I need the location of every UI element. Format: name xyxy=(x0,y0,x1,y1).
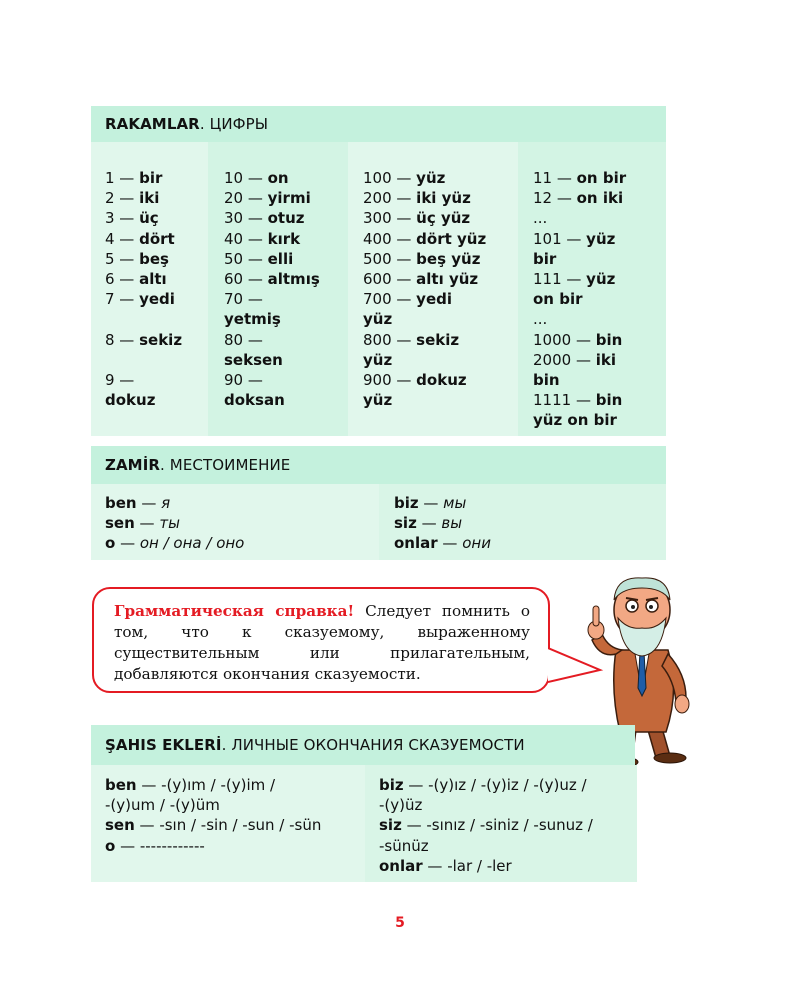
number-word: bir xyxy=(533,249,557,268)
page-number: 5 xyxy=(395,915,405,931)
number-word: yüz on bir xyxy=(533,411,617,430)
pronoun-turkish: biz xyxy=(394,494,419,512)
suffix-endings: -sünüz xyxy=(379,836,429,855)
numbers-heading-bold: RAKAMLAR xyxy=(105,115,200,133)
number-entry xyxy=(363,350,486,370)
suffix-endings: — -lar / -ler xyxy=(422,856,512,875)
number-word: yedi xyxy=(139,290,175,309)
suffix-person: onlar xyxy=(379,856,423,875)
number-word: dokuz xyxy=(416,371,467,390)
number-digits: 60 — xyxy=(224,270,268,289)
pronoun-turkish: onlar xyxy=(394,534,438,553)
number-entry xyxy=(363,330,486,350)
number-digits: ... xyxy=(533,310,548,329)
numbers-list-1 xyxy=(105,168,182,410)
number-word: altı xyxy=(139,270,167,289)
spacer xyxy=(105,309,182,329)
pronoun-russian: ты xyxy=(159,514,180,533)
number-entry xyxy=(533,168,626,188)
number-entry xyxy=(105,229,182,249)
suffix-person: o xyxy=(105,836,116,855)
number-digits: 2 — xyxy=(105,189,140,208)
number-digits: 50 — xyxy=(224,249,268,268)
number-digits: 600 — xyxy=(363,270,417,289)
pronoun-turkish: ben xyxy=(105,494,137,512)
number-word: on iki xyxy=(576,189,624,208)
number-word: yüz xyxy=(586,270,616,289)
number-digits: 500 — xyxy=(363,249,417,268)
number-digits: 1 — xyxy=(105,169,140,187)
pronouns-heading-bold: ZAMİR xyxy=(105,456,161,474)
pronouns-col-left xyxy=(91,484,379,560)
number-word: elli xyxy=(267,249,294,268)
number-digits: 2000 — xyxy=(533,350,596,369)
number-entry xyxy=(224,309,320,329)
suffixes-heading-rest: . ЛИЧНЫЕ ОКОНЧАНИЯ СКАЗУЕМОСТИ xyxy=(221,736,525,754)
number-entry xyxy=(533,330,626,350)
number-entry xyxy=(363,168,486,188)
number-entry xyxy=(533,309,626,329)
number-word: seksen xyxy=(224,350,283,369)
pronoun-russian: он / она / оно xyxy=(139,534,245,553)
number-word: sekiz xyxy=(139,330,183,349)
suffix-endings: — ------------ xyxy=(115,836,205,855)
number-entry xyxy=(363,289,486,309)
number-digits: 20 — xyxy=(224,189,268,208)
pronouns-table xyxy=(91,484,666,560)
suffix-entry xyxy=(379,836,593,856)
pronoun-entry xyxy=(105,493,244,513)
number-digits: 12 — xyxy=(533,189,577,208)
number-word: dokuz xyxy=(105,391,156,410)
number-word: bin xyxy=(533,371,560,390)
number-word: sekiz xyxy=(416,330,460,349)
number-entry xyxy=(224,208,320,228)
number-entry xyxy=(105,390,182,410)
numbers-heading-rest: . ЦИФРЫ xyxy=(199,115,269,133)
suffix-endings: — -(y)ım / -(y)im / xyxy=(136,776,276,794)
pronoun-entry xyxy=(105,513,244,533)
number-entry xyxy=(105,168,182,188)
number-digits: 6 — xyxy=(105,270,140,289)
number-entry xyxy=(533,269,626,289)
number-entry xyxy=(533,390,626,410)
number-word: bin xyxy=(595,391,623,410)
number-entry xyxy=(224,390,320,410)
grammar-note-lead: Грамматическая справка! xyxy=(114,602,355,620)
dash: — xyxy=(416,514,442,533)
number-entry xyxy=(105,269,182,289)
number-word: altmış xyxy=(267,270,320,289)
number-digits: 4 — xyxy=(105,229,140,248)
number-entry xyxy=(224,168,320,188)
number-digits: 11 — xyxy=(533,169,577,187)
number-entry xyxy=(533,188,626,208)
pronoun-entry xyxy=(394,513,491,533)
number-digits: 90 — xyxy=(224,371,263,390)
numbers-list-3 xyxy=(363,168,486,410)
number-digits: 7 — xyxy=(105,290,140,309)
number-entry xyxy=(533,289,626,309)
number-digits: 5 — xyxy=(105,249,140,268)
number-digits: 70 — xyxy=(224,290,263,309)
suffix-endings: — -sınız / -siniz / -sunuz / xyxy=(401,816,593,835)
number-entry xyxy=(363,309,486,329)
grammar-note-body: Следует помнить о том, что к сказуемому, выраженному существительным или прилагательным, добавляются окончания сказуемости. xyxy=(114,602,530,683)
dash: — xyxy=(136,494,162,512)
number-entry xyxy=(363,370,486,390)
suffix-entry xyxy=(379,775,593,795)
numbers-list-4 xyxy=(533,168,626,431)
suffixes-table xyxy=(91,765,637,882)
number-word: üç xyxy=(139,209,159,228)
numbers-col-3 xyxy=(348,142,518,436)
number-digits: 100 — xyxy=(363,169,417,187)
grammar-note xyxy=(92,587,550,693)
number-entry xyxy=(363,269,486,289)
number-entry xyxy=(105,249,182,269)
suffix-entry xyxy=(105,815,321,835)
numbers-col-4 xyxy=(518,142,666,436)
number-digits: 10 — xyxy=(224,169,268,187)
number-entry xyxy=(533,208,626,228)
number-word: iki xyxy=(139,189,160,208)
number-entry xyxy=(363,208,486,228)
number-entry xyxy=(533,410,626,430)
number-word: iki xyxy=(595,350,616,369)
number-entry xyxy=(105,289,182,309)
numbers-table xyxy=(91,142,666,436)
number-word: iki yüz xyxy=(416,189,471,208)
pronoun-turkish: o xyxy=(105,534,116,553)
dash: — xyxy=(437,534,463,553)
dash: — xyxy=(134,514,160,533)
number-digits: 40 — xyxy=(224,229,268,248)
number-word: dört yüz xyxy=(416,229,487,248)
suffix-endings: — -(y)ız / -(y)iz / -(y)uz / xyxy=(403,776,587,794)
pronoun-russian: мы xyxy=(443,494,467,512)
suffix-entry xyxy=(379,856,593,876)
numbers-col-1 xyxy=(91,142,208,436)
number-digits: 300 — xyxy=(363,209,417,228)
number-word: doksan xyxy=(224,391,285,410)
suffix-person: siz xyxy=(379,816,402,835)
number-digits: 30 — xyxy=(224,209,268,228)
number-entry xyxy=(363,188,486,208)
suffix-endings: -(y)um / -(y)üm xyxy=(105,796,220,815)
number-word: yüz xyxy=(363,391,393,410)
pronoun-entry xyxy=(105,533,244,553)
pronoun-entry xyxy=(394,533,491,553)
number-word: yüz xyxy=(416,169,446,187)
suffix-entry xyxy=(105,836,321,856)
pronoun-turkish: siz xyxy=(394,514,417,533)
dash: — xyxy=(418,494,444,512)
suffixes-heading xyxy=(91,725,635,765)
number-word: üç yüz xyxy=(416,209,471,228)
number-entry xyxy=(105,208,182,228)
number-entry xyxy=(105,188,182,208)
number-word: yüz xyxy=(363,350,393,369)
number-digits: 200 — xyxy=(363,189,417,208)
dash: — xyxy=(115,534,140,553)
number-digits: 1111 — xyxy=(533,391,596,410)
number-digits: 9 — xyxy=(105,371,135,389)
number-word: on xyxy=(267,169,289,187)
suffix-entry xyxy=(105,775,321,795)
number-word: on bir xyxy=(533,290,583,309)
pronouns-list-left xyxy=(105,493,244,554)
numbers-col-2 xyxy=(208,142,348,436)
number-entry xyxy=(533,229,626,249)
number-word: altı yüz xyxy=(416,270,479,289)
pronoun-entry xyxy=(394,493,491,513)
pronoun-russian: они xyxy=(462,534,491,553)
number-word: yedi xyxy=(416,290,453,309)
pronouns-heading xyxy=(91,446,666,484)
number-digits: 400 — xyxy=(363,229,417,248)
number-entry xyxy=(533,249,626,269)
number-word: kırk xyxy=(267,229,301,248)
number-word: bin xyxy=(595,330,623,349)
numbers-heading xyxy=(91,106,666,142)
pronoun-russian: я xyxy=(161,494,171,512)
number-digits: 700 — xyxy=(363,290,417,309)
number-word: bir xyxy=(139,169,163,187)
pronouns-col-right xyxy=(379,484,666,560)
number-digits: 111 — xyxy=(533,270,587,289)
number-digits: 80 — xyxy=(224,330,263,349)
number-word: yüz xyxy=(586,229,616,248)
pronoun-russian: вы xyxy=(441,514,463,533)
suffixes-list-left xyxy=(105,775,321,856)
suffix-entry xyxy=(379,815,593,835)
pronoun-turkish: sen xyxy=(105,514,135,533)
suffix-endings: — -sın / -sin / -sun / -sün xyxy=(134,816,322,835)
number-digits: 101 — xyxy=(533,229,587,248)
suffix-person: sen xyxy=(105,816,135,835)
suffix-entry xyxy=(379,795,593,815)
number-digits: 800 — xyxy=(363,330,417,349)
number-entry xyxy=(533,350,626,370)
number-entry xyxy=(224,188,320,208)
number-digits: ... xyxy=(533,209,548,228)
number-entry xyxy=(533,370,626,390)
number-word: otuz xyxy=(267,209,305,228)
spacer xyxy=(105,350,182,370)
number-word: yetmiş xyxy=(224,310,281,329)
number-word: dört xyxy=(139,229,175,248)
number-entry xyxy=(224,269,320,289)
suffix-entry xyxy=(105,795,321,815)
suffixes-heading-bold: ŞAHIS EKLERİ xyxy=(105,736,222,754)
pronouns-list-right xyxy=(394,493,491,554)
suffix-endings: -(y)üz xyxy=(379,796,423,815)
number-entry xyxy=(363,229,486,249)
number-entry xyxy=(363,390,486,410)
number-digits: 900 — xyxy=(363,371,417,390)
numbers-list-2 xyxy=(224,168,320,410)
number-entry xyxy=(363,249,486,269)
suffix-person: ben xyxy=(105,776,137,794)
number-digits: 8 — xyxy=(105,330,140,349)
suffix-person: biz xyxy=(379,776,404,794)
number-entry xyxy=(105,330,182,350)
number-word: yüz xyxy=(363,310,393,329)
number-word: on bir xyxy=(576,169,627,187)
pronouns-heading-rest: . МЕСТОИМЕНИЕ xyxy=(160,456,291,474)
number-digits: 3 — xyxy=(105,209,140,228)
number-entry xyxy=(224,229,320,249)
number-word: yirmi xyxy=(267,189,311,208)
number-word: beş yüz xyxy=(416,249,481,268)
number-entry xyxy=(224,249,320,269)
suffixes-col-right xyxy=(365,765,637,882)
grammar-note-text xyxy=(114,601,530,685)
number-digits: 1000 — xyxy=(533,330,596,349)
suffixes-list-right xyxy=(379,775,593,876)
number-entry xyxy=(224,350,320,370)
suffixes-col-left xyxy=(91,765,365,882)
number-word: beş xyxy=(139,249,169,268)
